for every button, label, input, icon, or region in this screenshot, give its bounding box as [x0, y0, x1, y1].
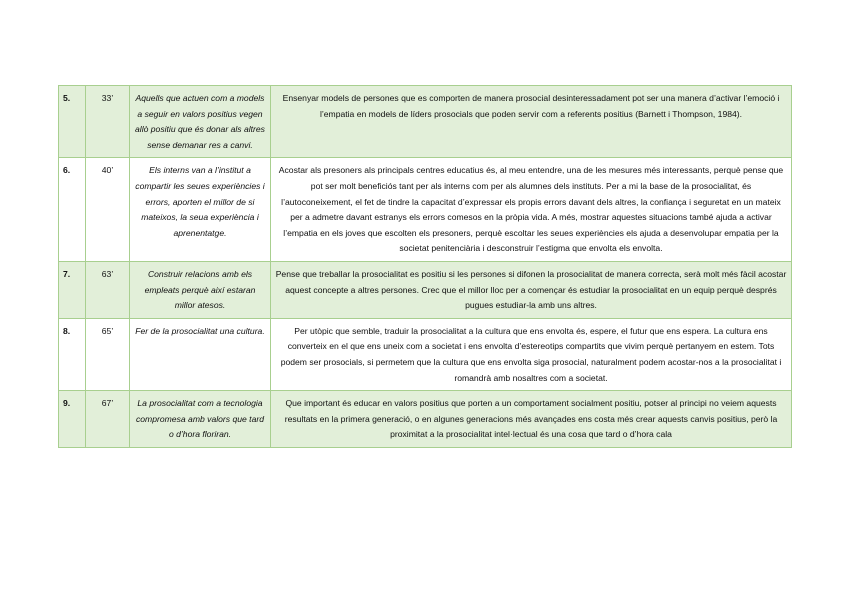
row-time: 33’ [86, 86, 130, 158]
row-number: 5. [59, 86, 86, 158]
row-quote: Els interns van a l’institut a compartir les seues experiències i errors, aporten el millor de si mateixos, la seua experiència i aprenentatge. [130, 158, 271, 262]
row-number: 7. [59, 261, 86, 318]
row-comment: Pense que treballar la prosocialitat es positiu si les persones si difonen la prosocialitat de manera correcta, serà molt més fàcil acostar aquest concepte a altres persones. Crec que el millor lloc per a començar és estudiar la prosocialitat en un equip perquè després pugues estudiar-la amb uns altres. [271, 261, 792, 318]
row-quote: Construir relacions amb els empleats perquè així estaran millor atesos. [130, 261, 271, 318]
table-row [59, 391, 792, 448]
row-quote: Fer de la prosocialitat una cultura. [130, 318, 271, 390]
row-quote: Aquells que actuen com a models a seguir en valors positius vegen allò positiu que és donar als altres sense demanar res a canvi. [130, 86, 271, 158]
row-comment: Que important és educar en valors positius que porten a un comportament socialment positiu, potser al principi no veiem aquests resultats en la primera generació, o en algunes generacions més avançades ens costa més crear aquests canvis positius, però la proximitat a la prosocialitat intel·lectual és una cosa que tard o d’hora cala [271, 391, 792, 448]
row-comment: Per utòpic que semble, traduir la prosocialitat a la cultura que ens envolta és, espere, el futur que ens espera. La cultura ens converteix en el que ens uneix com a societat i ens envolta d’estereotips compartits que vivim perquè pertanyem en estem. Tots podem ser prosocials, si permetem que la cultura que ens envolta siga prosocial, naturalment podem acostar-nos a la prosocialitat i romandrà amb nosaltres com a societat. [271, 318, 792, 390]
row-quote: La prosocialitat com a tecnologia compromesa amb valors que tard o d’hora floriran. [130, 391, 271, 448]
table-row [59, 261, 792, 318]
row-time: 67’ [86, 391, 130, 448]
table-row [59, 318, 792, 390]
table-row [59, 158, 792, 262]
quotes-table [58, 85, 792, 448]
row-number: 6. [59, 158, 86, 262]
row-number: 8. [59, 318, 86, 390]
row-time: 65’ [86, 318, 130, 390]
row-number: 9. [59, 391, 86, 448]
row-time: 63’ [86, 261, 130, 318]
row-time: 40’ [86, 158, 130, 262]
row-comment: Ensenyar models de persones que es comporten de manera prosocial desinteressadament pot ser una manera d’activar l’emoció i l’empatia en models de líders prosocials que poden servir com a referents positius (Barnett i Thompson, 1984). [271, 86, 792, 158]
table-row [59, 86, 792, 158]
row-comment: Acostar als presoners als principals centres educatius és, al meu entendre, una de les mesures més interessants, perquè pense que pot ser molt beneficiós tant per als interns com per als alumnes dels instituts. Per a mi la base de la prosocialitat, és l’autoconeixement, el fet de tindre la capacitat d’expressar els propis errors davant dels altres, la confiança i seguretat en un mateix per a admetre davant estranys els errors comesos en la pròpia vida. A més, mostrar aquestes situacions també ajuda a activar l’empatia en els joves que escolten els presoners, perquè escoltar les seues experiències els ajuda a desenvolupar empatia per la societat penitenciària i desconstruir l’estigma que envolta els envolta. [271, 158, 792, 262]
